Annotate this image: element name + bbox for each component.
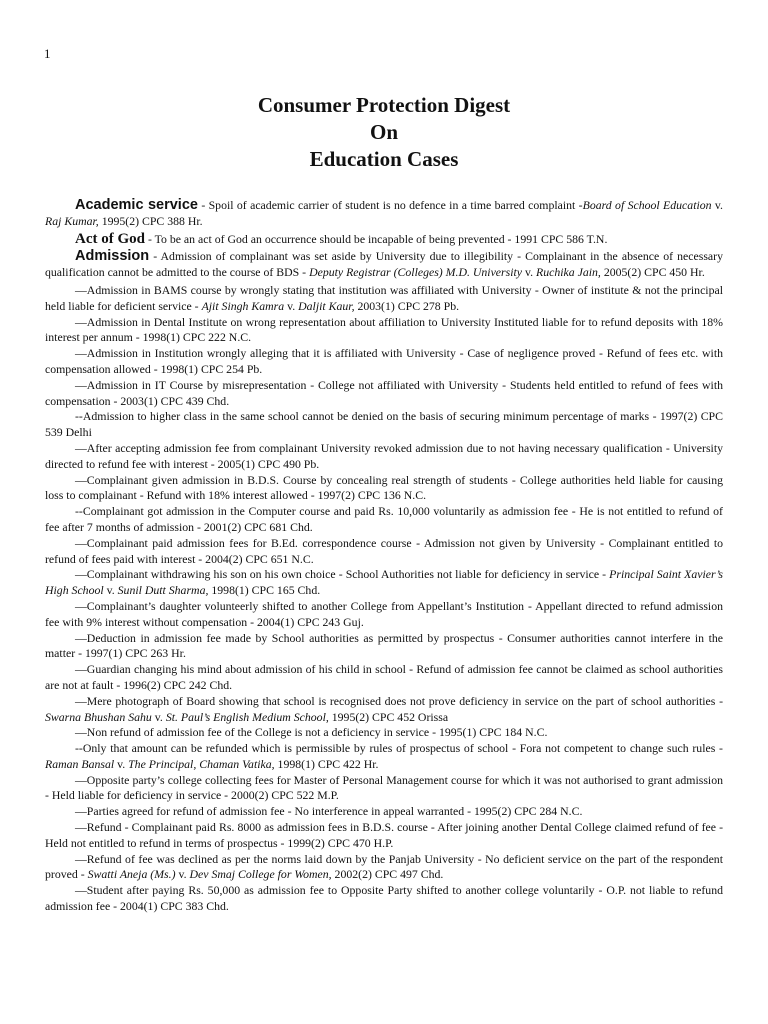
sub-entry — [45, 599, 723, 631]
text-run: 2002(2) CPC 497 Chd. — [331, 867, 444, 882]
text-run: —Admission in IT Course by misrepresentation - College not affiliated with University - Students held entitled to refund of fees with compensation - 2003(1) CPC 439 Chd. — [45, 377, 723, 408]
case-party-name: Principal Saint Xavier’s High School — [45, 567, 723, 598]
case-party-name: Ruchika Jain, — [536, 265, 601, 280]
text-run: —Complainant’s daughter volunteerly shifted to another College from Appellant’s Institution - Appellant directed to refund admission fee with 9% interest without compensation - 2004(1) CPC 243 Guj. — [45, 598, 723, 629]
case-party-name: Raman Bansal — [45, 756, 115, 771]
title-line-3: Education Cases — [309, 147, 459, 171]
text-run: —Complainant given admission in B.D.S. Course by concealing real strength of students - College authorities held liable for causing loss to complainant - Refund with 18% interest allowed - 1997(2) CPC 136 N.C. — [45, 472, 723, 503]
text-run: —Guardian changing his mind about admission of his child in school - Refund of admission fee cannot be claimed as school authorities are not at fault - 1996(2) CPC 242 Chd. — [45, 662, 723, 692]
sub-entry — [45, 536, 723, 568]
text-run: —Complainant paid admission fees for B.Ed. correspondence course - Admission not given by University - Complainant entitled to refund of fees paid with interest - 2004(2) CPC 651 N.C. — [45, 535, 723, 566]
text-run: - Spoil of academic carrier of student is no defence in a time barred complaint - — [197, 198, 583, 212]
case-party-name: Swatti Aneja (Ms.) — [87, 867, 176, 882]
text-run: —After accepting admission fee from complainant University revoked admission due to not having necessary qualification - University directed to refund fee with interest - 2005(1) CPC 490 Pb. — [45, 440, 723, 471]
text-run: 1995(2) CPC 452 Orissa — [328, 709, 449, 724]
sub-entry — [45, 883, 723, 915]
text-run: 1998(1) CPC 422 Hr. — [274, 756, 379, 771]
sub-entry — [45, 409, 723, 441]
text-run: v. — [103, 583, 118, 598]
text-run: --Admission to higher class in the same school cannot be denied on the basis of securing minimum percentage of marks - 1997(2) CPC 539 Delhi — [45, 409, 723, 440]
sub-entry — [45, 741, 723, 773]
text-run: —Mere photograph of Board showing that school is recognised does not prove deficiency in service on the part of school authorities - — [75, 693, 723, 708]
sub-entry — [45, 725, 723, 741]
text-run: v. — [711, 198, 724, 212]
case-party-name: Swarna Bhushan Sahu — [45, 709, 152, 724]
case-party-name: Sunil Dutt Sharma, — [117, 583, 209, 598]
text-run: 1995(2) CPC 388 Hr. — [98, 213, 203, 228]
text-run: —Admission in Institution wrongly alleging that it is affiliated with University - Case of negligence proved - Refund of fees etc. with compensation allowed - 1998(1) CPC 254 Pb. — [45, 346, 723, 376]
entry-text — [145, 232, 607, 246]
title-line-2: On — [369, 120, 398, 144]
case-party-name: Deputy Registrar (Colleges) M.D. University — [309, 265, 523, 280]
text-run: 2003(1) CPC 278 Pb. — [354, 298, 460, 313]
text-run: 1998(1) CPC 165 Chd. — [208, 583, 321, 598]
sub-entry — [45, 315, 723, 347]
text-run: —Student after paying Rs. 50,000 as admission fee to Opposite Party shifted to another college voluntarily - O.P. not liable to refund admission fee - 2004(1) CPC 383 Chd. — [45, 883, 723, 914]
text-run: --Only that amount can be refunded which is permissible by rules of prospectus of school - Fora not competent to change such rules - — [75, 741, 723, 756]
admission-sub-entries — [45, 283, 723, 915]
page-number: 1 — [44, 46, 51, 61]
text-run: v. — [151, 709, 166, 724]
sub-entry — [45, 820, 723, 852]
sub-entry — [45, 504, 723, 536]
sub-entry — [45, 378, 723, 410]
text-run: v. — [114, 756, 129, 771]
sub-entry — [45, 804, 723, 820]
sub-entry — [45, 473, 723, 505]
text-run: —Refund - Complainant paid Rs. 8000 as admission fees in B.D.S. course - After joining another Dental College claimed refund of fee - Held not entitled to refund in terms of prospectus - 1999(2) CPC 470 H.P. — [45, 820, 723, 850]
digest-body — [45, 198, 723, 915]
sub-entry — [45, 283, 723, 315]
text-run: —Non refund of admission fee of the College is not a deficiency in service - 1995(1) CPC 184 N.C. — [75, 725, 548, 740]
case-party-name: Dev Smaj College for Women, — [189, 867, 332, 882]
text-run: v. — [522, 265, 537, 280]
sub-entry — [45, 441, 723, 473]
sub-entry — [45, 631, 723, 663]
text-run: —Opposite party’s college collecting fees for Master of Personal Management course for which it was not authorised to grant admission - Held liable for deficiency in service - 2000(2) CPC 522 M.P. — [45, 772, 723, 803]
entry-heading: Admission — [75, 248, 150, 265]
case-party-name: Ajit Singh Kamra — [201, 298, 285, 313]
text-run: 2005(2) CPC 450 Hr. — [600, 265, 705, 280]
sub-entry — [45, 694, 723, 726]
text-run: v. — [175, 867, 190, 882]
document-title — [0, 92, 768, 173]
entry-heading: Academic service — [75, 197, 198, 213]
case-party-name: Raj Kumar, — [45, 213, 99, 228]
title-line-1: Consumer Protection Digest — [257, 93, 511, 117]
text-run: —Parties agreed for refund of admission fee - No interference in appeal warranted - 1995(2) CPC 284 N.C. — [75, 804, 583, 819]
text-run: —Admission in BAMS course by wrongly stating that institution was affiliated with University - Owner of institute & not the principal held liable for deficient service - — [45, 282, 723, 313]
case-party-name: Board of School Education — [582, 198, 712, 212]
text-run: —Admission in Dental Institute on wrong representation about affiliation to University Instituted liable for to refund deposits with 18% interest per annum - 1998(1) CPC 222 N.C. — [45, 314, 723, 345]
text-run: —Refund of fee was declined as per the norms laid down by the Panjab University - No deficient service on the part of the respondent proved - — [45, 851, 723, 882]
case-party-name: Daljit Kaur, — [298, 298, 355, 313]
sub-entry — [45, 852, 723, 884]
text-run: --Complainant got admission in the Computer course and paid Rs. 10,000 voluntarily as admission fee - He is not entitled to refund of fee after 7 months of admission - 2001(2) CPC 681 Chd. — [45, 504, 723, 534]
sub-entry — [45, 773, 723, 805]
entry-act-of-god — [45, 232, 723, 248]
case-party-name: The Principal, Chaman Vatika, — [128, 756, 275, 771]
text-run: v. — [284, 298, 299, 313]
sub-entry — [45, 567, 723, 599]
entry-heading: Act of God — [75, 230, 145, 247]
text-run: —Complainant withdrawing his son on his own choice - School Authorities not liable for deficiency in service - — [75, 567, 610, 582]
entry-admission — [45, 249, 723, 281]
text-run: —Deduction in admission fee made by School authorities as permitted by prospectus - Consumer authorities cannot interfere in the matter - 1997(1) CPC 263 Hr. — [45, 630, 723, 661]
text-run: - Admission of complainant was set aside by University due to illegibility - Complainant in the absence of necessary qualification cannot be admitted to the course of BDS - — [45, 249, 723, 280]
text-run: - To be an act of God an occurrence should be incapable of being prevented - 1991 CPC 586 T.N. — [145, 231, 608, 246]
case-party-name: St. Paul’s English Medium School, — [165, 709, 329, 724]
sub-entry — [45, 662, 723, 694]
entry-academic-service — [45, 198, 723, 230]
sub-entry — [45, 346, 723, 378]
